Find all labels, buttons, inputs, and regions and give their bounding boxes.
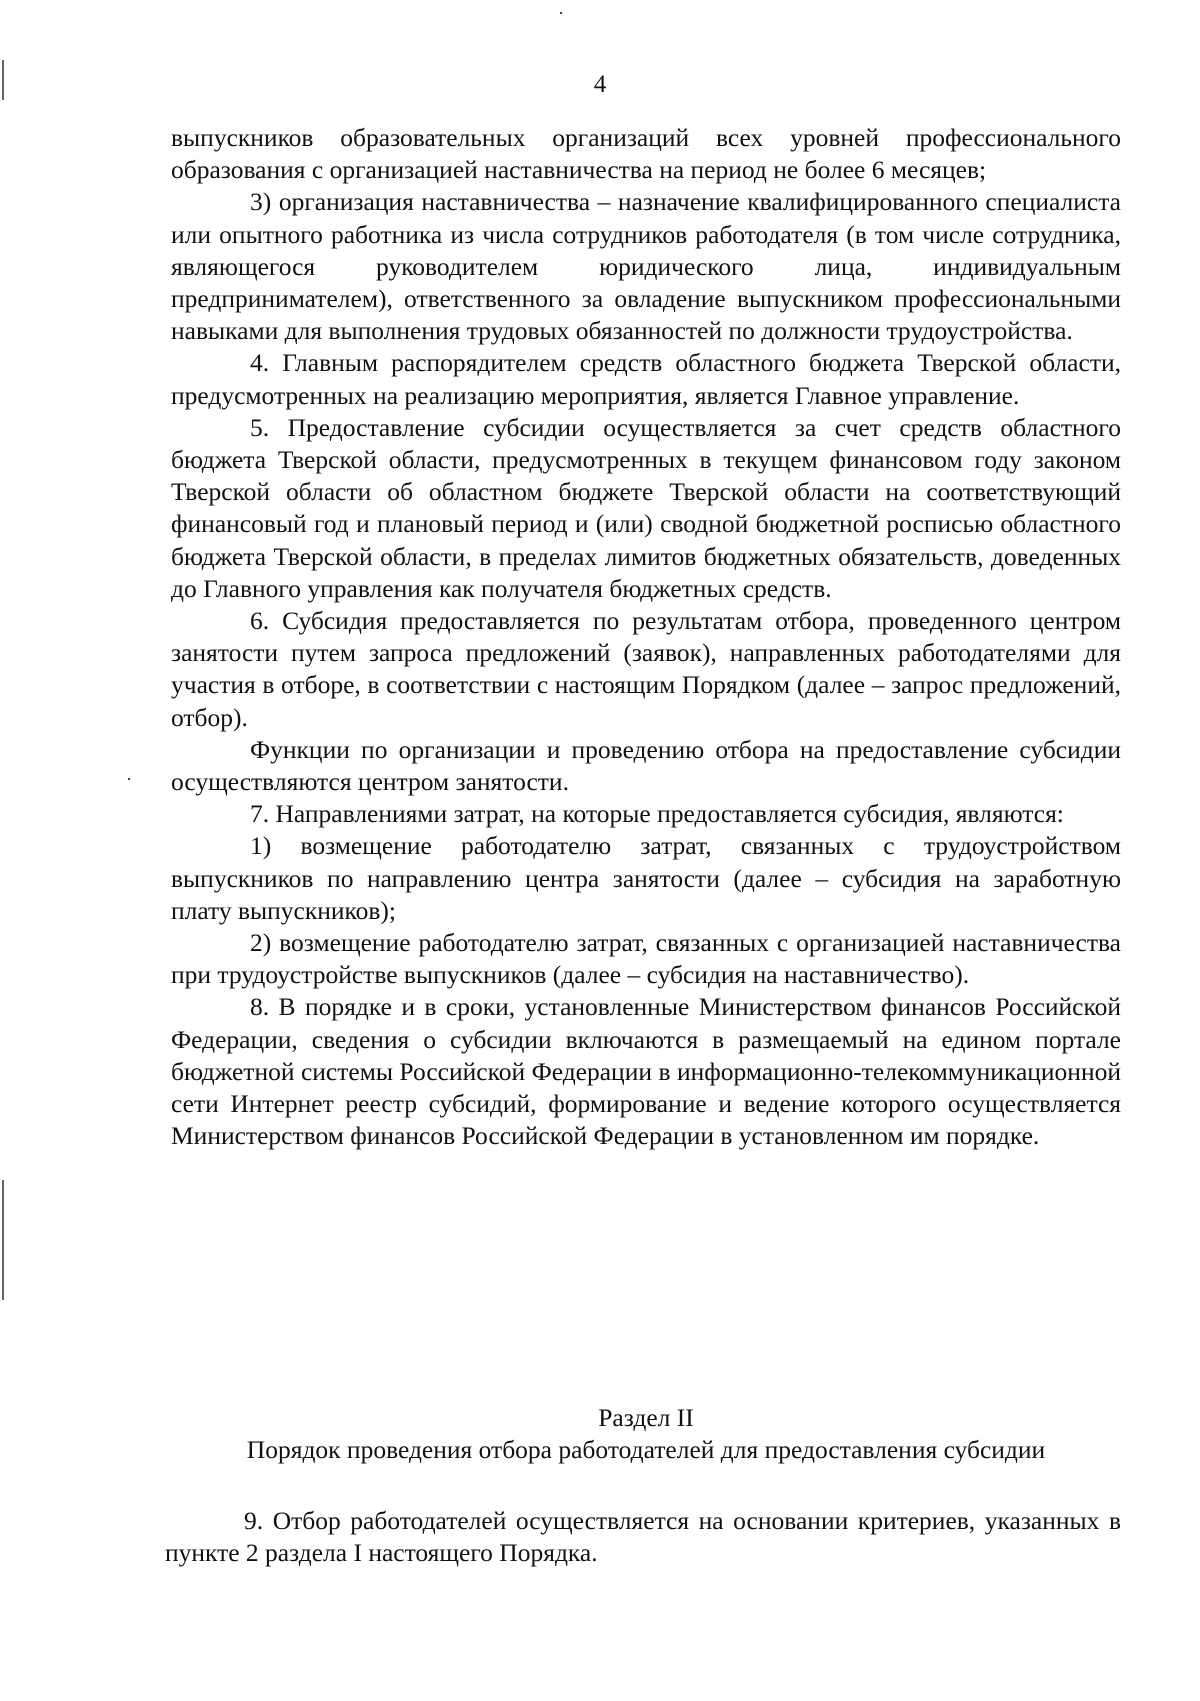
section-subtitle: Порядок проведения отбора работодателей для предоставления субсидии [246, 1435, 1046, 1465]
scan-dot [560, 12, 562, 14]
page-number: 4 [593, 71, 607, 98]
paragraph-4: 4. Главным распорядителем средств областного бюджета Тверской области, предусмотренных на реализацию мероприятия, является Главное управление. [171, 348, 1121, 410]
section-header [171, 1402, 1121, 1466]
paragraph-9-block [165, 1505, 1121, 1569]
paragraph-5: 5. Предоставление субсидии осуществляется за счет средств областного бюджета Тверской области, предусмотренных в текущем финансовом году законом Тверской области об областном бюджете Тверской области на соответствующий финансовый год и плановый период и (или) сводной бюджетной росписью областного бюджета Тверской области, в пределах лимитов бюджетных обязательств, доведенных до Главного управления как получателя бюджетных средств. [171, 412, 1121, 603]
paragraph-7-item-2: 2) возмещение работодателю затрат, связанных с организацией наставничества при трудоустройстве выпускников (далее – субсидия на наставничество). [171, 928, 1121, 990]
paragraph-6-functions: Функции по организации и проведению отбора на предоставление субсидии осуществляются центром занятости. [171, 734, 1121, 797]
paragraph-6: 6. Субсидия предоставляется по результатам отбора, проведенного центром занятости путем запроса предложений (заявок), направленных работодателями для участия в отборе, в соответствии с настоящим Порядком (далее – запрос предложений, отбор). [171, 606, 1121, 732]
paragraph-continuation: выпускников образовательных организаций всех уровней профессионального образования с организацией наставничества на период не более 6 месяцев; [171, 123, 1121, 185]
scan-dot [128, 778, 130, 780]
scan-edge-mark [2, 1180, 4, 1300]
paragraph-9: 9. Отбор работодателей осуществляется на основании критериев, указанных в пункте 2 раздела I настоящего Порядка. [165, 1506, 1121, 1568]
section-heading: Раздел II [598, 1403, 694, 1432]
body-text [171, 122, 1121, 1153]
paragraph-item-3: 3) организация наставничества – назначение квалифицированного специалиста или опытного работника из числа сотрудников работодателя (в том числе сотрудника, являющегося руководителем юридического лица, индивидуальным предпринимателем), ответственного за овладение выпускником профессиональными навыками для выполнения трудовых обязанностей по должности трудоустройства. [171, 187, 1121, 346]
paragraph-8: 8. В порядке и в сроки, установленные Министерством финансов Российской Федерации, сведения о субсидии включаются в размещаемый на едином портале бюджетной системы Российской Федерации в информационно-телекоммуникационной сети Интернет реестр субсидий, формирование и ведение которого осуществляется Министерством финансов Российской Федерации в установленном им порядке. [171, 992, 1121, 1151]
paragraph-7: 7. Направлениями затрат, на которые предоставляется субсидия, являются: [250, 799, 1064, 829]
paragraph-7-item-1: 1) возмещение работодателю затрат, связанных с трудоустройством выпускников по направлению центра занятости (далее – субсидия на заработную плату выпускников); [171, 831, 1121, 925]
